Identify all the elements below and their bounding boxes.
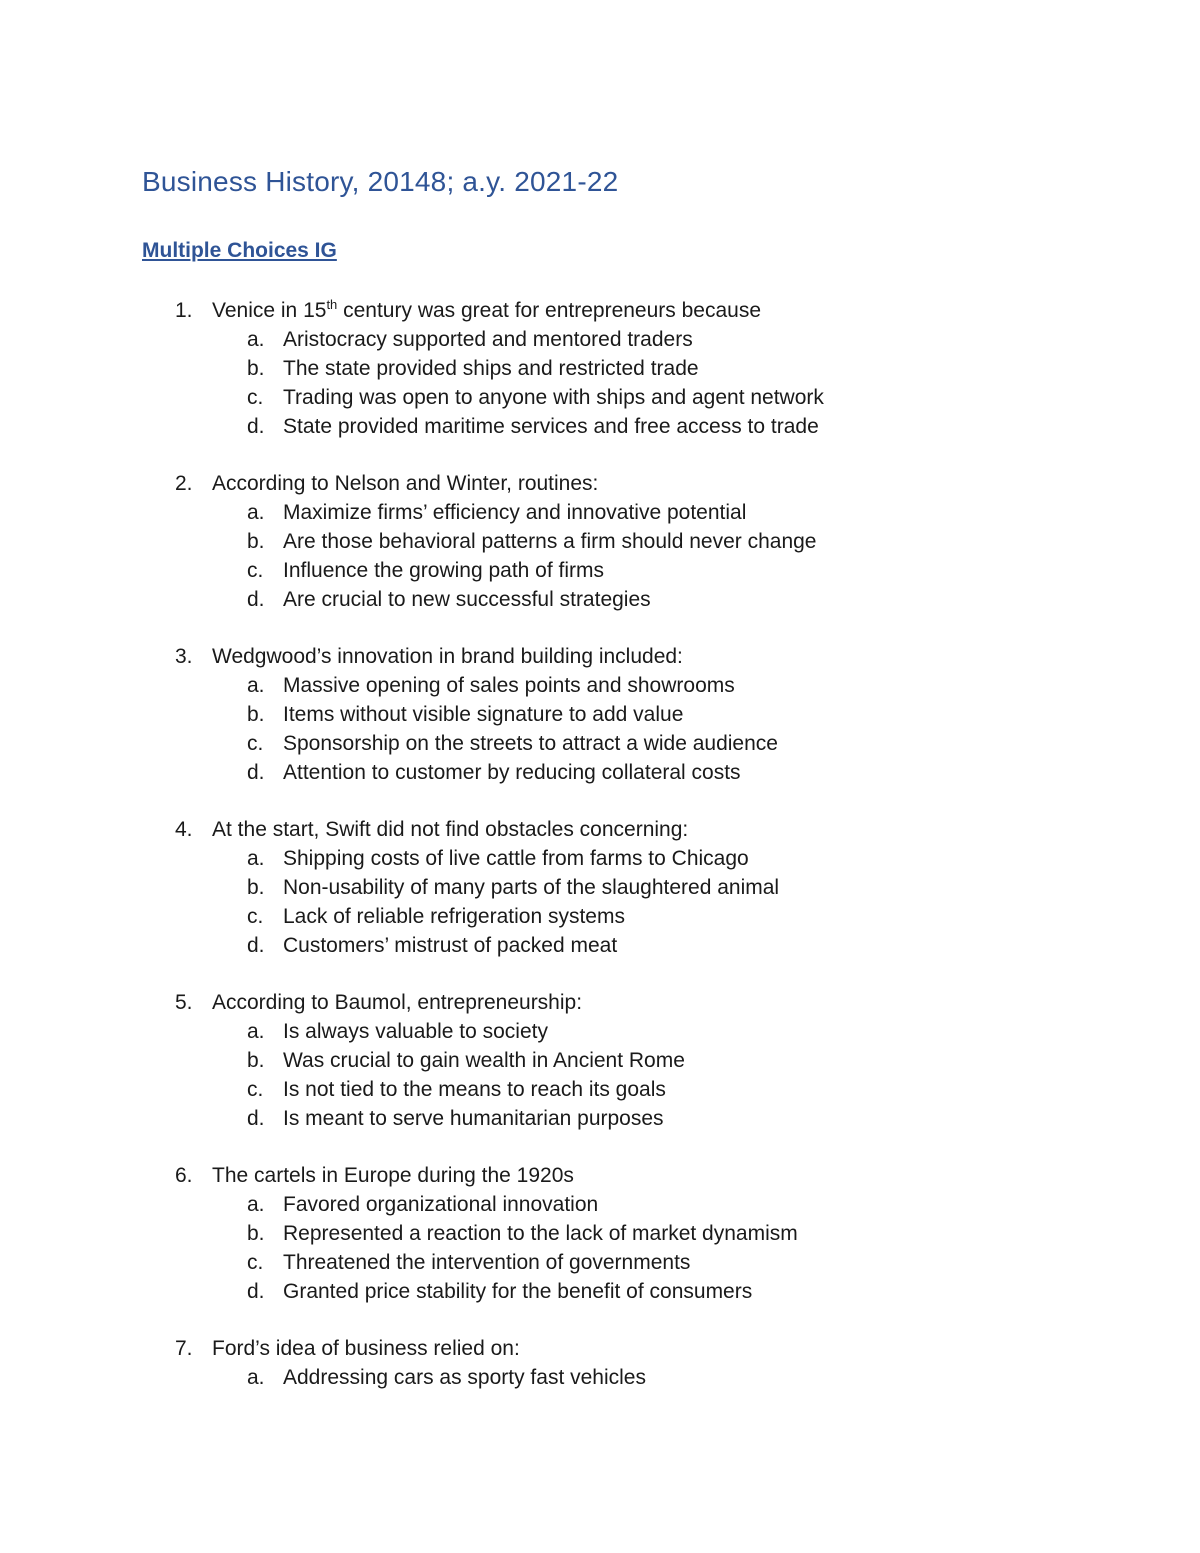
question-text: According to Baumol, entrepreneurship: (212, 991, 583, 1014)
question-7 (0, 1334, 1200, 1392)
question-2 (0, 469, 1200, 614)
option-list (0, 1190, 1200, 1306)
question-stem (0, 1334, 1200, 1363)
option-d: d. Is meant to serve humanitarian purposes (247, 1107, 664, 1130)
option-b: b. Items without visible signature to add value (247, 703, 684, 726)
option-a: a. Addressing cars as sporty fast vehicles (247, 1366, 646, 1389)
question-text: Wedgwood’s innovation in brand building included: (212, 645, 683, 668)
question-5 (0, 988, 1200, 1133)
question-number: 7. (175, 1337, 193, 1360)
option-list (0, 1363, 1200, 1392)
question-4 (0, 815, 1200, 960)
option-d: d. State provided maritime services and free access to trade (247, 415, 819, 438)
option-b: b. Non-usability of many parts of the slaughtered animal (247, 876, 780, 899)
option-b: b. Represented a reaction to the lack of market dynamism (247, 1222, 798, 1245)
option-list (0, 325, 1200, 441)
option-a: a. Aristocracy supported and mentored traders (247, 328, 693, 351)
question-text: Ford’s idea of business relied on: (212, 1337, 520, 1360)
question-number: 2. (175, 472, 193, 495)
question-3 (0, 642, 1200, 787)
question-text: At the start, Swift did not find obstacles concerning: (212, 818, 689, 841)
option-c: c. Is not tied to the means to reach its goals (247, 1078, 666, 1101)
document-title: Business History, 20148; a.y. 2021-22 (142, 166, 619, 197)
question-number: 1. (175, 299, 193, 322)
option-d: d. Are crucial to new successful strategies (247, 588, 651, 611)
section-heading: Multiple Choices IG (142, 239, 337, 262)
option-c: c. Threatened the intervention of governments (247, 1251, 691, 1274)
option-c: c. Trading was open to anyone with ships and agent network (247, 386, 824, 409)
option-b: b. Are those behavioral patterns a firm should never change (247, 530, 817, 553)
option-list (0, 1017, 1200, 1133)
question-stem (0, 988, 1200, 1017)
question-number: 6. (175, 1164, 193, 1187)
question-number: 5. (175, 991, 193, 1014)
question-stem (0, 1161, 1200, 1190)
question-number: 4. (175, 818, 193, 841)
question-6 (0, 1161, 1200, 1306)
option-a: a. Favored organizational innovation (247, 1193, 599, 1216)
superscript: th (326, 297, 338, 312)
option-d: d. Attention to customer by reducing collateral costs (247, 761, 741, 784)
option-a: a. Massive opening of sales points and showrooms (247, 674, 735, 697)
option-a: a. Is always valuable to society (247, 1020, 548, 1043)
option-b: b. Was crucial to gain wealth in Ancient Rome (247, 1049, 685, 1072)
option-list (0, 671, 1200, 787)
question-number: 3. (175, 645, 193, 668)
option-a: a. Shipping costs of live cattle from farms to Chicago (247, 847, 749, 870)
option-c: c. Influence the growing path of firms (247, 559, 605, 582)
question-text: Venice in 15th century was great for entrepreneurs because (212, 297, 762, 322)
question-text: The cartels in Europe during the 1920s (212, 1164, 574, 1187)
option-c: c. Lack of reliable refrigeration systems (247, 905, 625, 928)
question-stem (0, 469, 1200, 498)
option-b: b. The state provided ships and restricted trade (247, 357, 699, 380)
question-stem (0, 815, 1200, 844)
option-list (0, 498, 1200, 614)
question-stem (0, 642, 1200, 671)
question-list (0, 296, 1200, 1420)
option-list (0, 844, 1200, 960)
option-d: d. Granted price stability for the benefit of consumers (247, 1280, 753, 1303)
question-text: According to Nelson and Winter, routines: (212, 472, 599, 495)
question-1 (0, 296, 1200, 441)
option-c: c. Sponsorship on the streets to attract a wide audience (247, 732, 778, 755)
option-a: a. Maximize firms’ efficiency and innovative potential (247, 501, 747, 524)
option-d: d. Customers’ mistrust of packed meat (247, 934, 618, 957)
question-stem (0, 296, 1200, 325)
